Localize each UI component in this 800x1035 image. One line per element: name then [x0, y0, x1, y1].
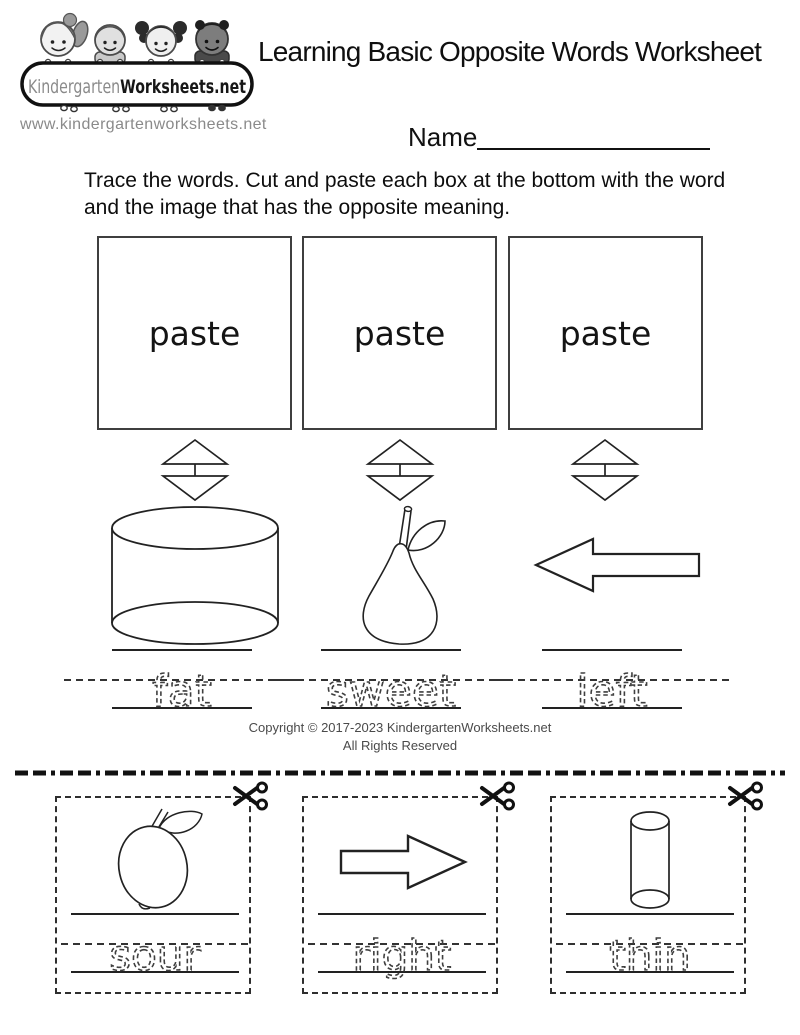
- wide-cylinder-image: [105, 504, 285, 648]
- thin-cylinder-image: [627, 810, 673, 910]
- paste-box-3: [508, 236, 703, 430]
- paste-box-2: [302, 236, 497, 430]
- logo-wordmark-black: Worksheets.net: [120, 76, 290, 98]
- instructions-text: Trace the words. Cut and paste each box at the bottom with the word and the image that has the opposite meaning.: [84, 169, 726, 219]
- name-blank-line: [477, 124, 710, 150]
- trace-word-right-text: right: [352, 931, 452, 980]
- logo-kid-girl-pigtails: [135, 21, 187, 56]
- double-arrow-icon: [567, 438, 643, 502]
- trace-word-left: [492, 647, 732, 717]
- cutout-card-thin: [550, 796, 746, 994]
- copyright-notice: [0, 719, 800, 754]
- cutout-card-sour: [55, 796, 251, 994]
- name-row: [408, 122, 710, 150]
- trace-word-sweet-text: sweet: [325, 666, 457, 717]
- trace-word-thin: [552, 908, 748, 980]
- trace-word-fat: [62, 647, 302, 717]
- logo-wordmark: [28, 76, 290, 98]
- scissors-icon: [728, 781, 764, 811]
- scissors-icon: [480, 781, 516, 811]
- logo-kid-girl-gray: [41, 14, 91, 57]
- double-arrow-icon: [157, 438, 233, 502]
- pear-image: [350, 498, 450, 648]
- logo-kid-boy-dark: [195, 20, 229, 64]
- kindergartenworksheets-logo: [18, 6, 290, 114]
- logo-kid-boy-gray: [95, 25, 125, 64]
- paste-box-1-label: paste: [148, 313, 241, 353]
- paste-box-1: [97, 236, 292, 430]
- website-url: www.kindergartenworksheets.net: [20, 116, 267, 133]
- trace-word-sweet: [271, 647, 511, 717]
- scissors-icon: [233, 781, 269, 811]
- logo-wordmark-gray: Kindergarten: [28, 76, 152, 98]
- trace-word-thin-text: thin: [609, 931, 691, 980]
- copyright-line: Copyright © 2017-2023 KindergartenWorksheets.net: [248, 720, 552, 735]
- left-arrow-image: [533, 536, 703, 594]
- trace-word-fat-text: fat: [152, 666, 212, 717]
- paste-box-3-label: paste: [559, 313, 652, 353]
- double-arrow-icon: [362, 438, 438, 502]
- page-title: Learning Basic Opposite Words Worksheet: [258, 36, 762, 67]
- cutout-card-right: [302, 796, 498, 994]
- lemon-image: [99, 804, 211, 912]
- trace-word-right: [304, 908, 500, 980]
- trace-word-sour-text: sour: [109, 931, 201, 980]
- cut-here-line: [10, 768, 790, 778]
- trace-word-sour: [57, 908, 253, 980]
- right-arrow-image: [336, 832, 468, 892]
- trace-word-left-text: left: [576, 666, 648, 717]
- name-label: Name: [408, 122, 478, 152]
- paste-box-2-label: paste: [353, 313, 446, 353]
- rights-line: All Rights Reserved: [342, 737, 458, 753]
